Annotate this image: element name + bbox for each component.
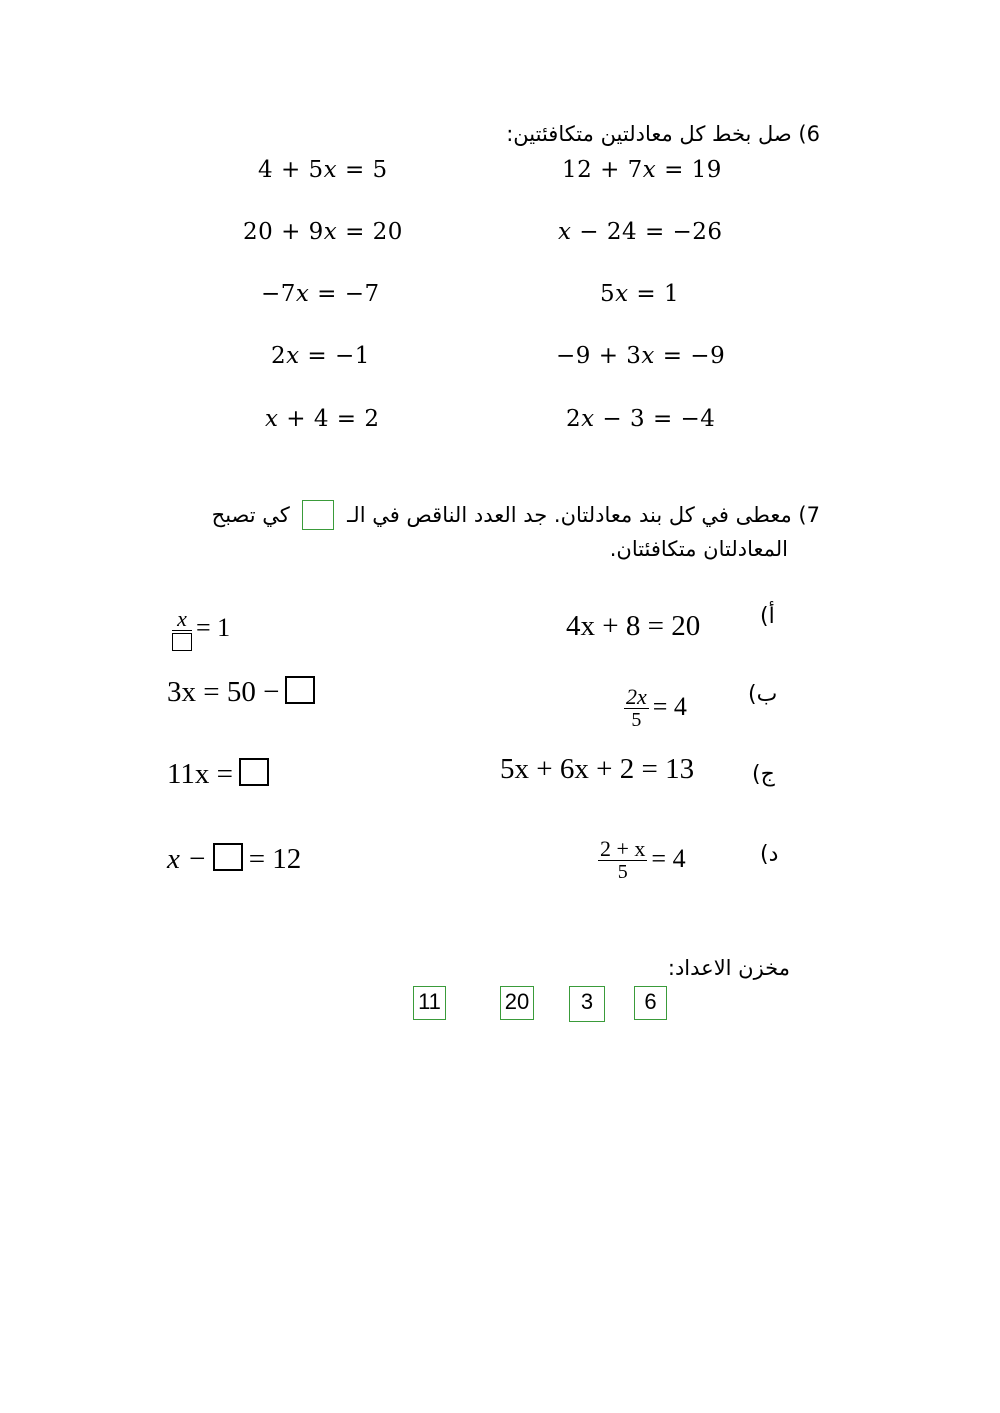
q7-item-a-fraction xyxy=(172,608,192,651)
q6-left-eq-5[interactable]: 𝑥 + 4 = 2 xyxy=(265,406,380,432)
q6-left-eq-4[interactable]: 2𝑥 = −1 xyxy=(271,343,370,369)
fraction-numerator: x xyxy=(177,606,187,631)
q6-right-eq-3[interactable]: 5𝑥 = 1 xyxy=(600,281,680,307)
q6-right-eq-5[interactable]: 2𝑥 − 3 = −4 xyxy=(566,406,716,432)
fraction-denominator: 5 xyxy=(631,709,642,731)
q7-item-a-left-eq: 4x + 8 = 20 xyxy=(566,610,701,642)
q7-instruction-part1: 7) معطى في كل بند معادلتان. جد العدد الناقص في الـ xyxy=(347,503,820,527)
q7-instruction-line2: المعادلتان متكافئتان. xyxy=(609,537,788,561)
answer-box-legend xyxy=(302,500,334,530)
q7-instruction xyxy=(212,500,820,530)
number-bank-title: مخزن الاعداد: xyxy=(667,956,790,980)
fraction-numerator: 2 + x xyxy=(600,836,646,861)
q7-item-c-right-pre: 11x = xyxy=(167,758,234,790)
answer-box-a[interactable] xyxy=(172,633,192,651)
bank-number-11[interactable]: 11 xyxy=(413,986,446,1020)
q6-right-eq-4[interactable]: −9 + 3𝑥 = −9 xyxy=(556,343,726,369)
q6-right-eq-1[interactable]: 12 + 7𝑥 = 19 xyxy=(562,157,722,183)
q6-right-eq-2[interactable]: 𝑥 − 24 = −26 xyxy=(558,219,723,245)
q7-item-d-right-post: = 12 xyxy=(248,843,302,875)
q7-item-c-right-eq xyxy=(167,758,269,791)
q6-left-eq-3[interactable]: −7𝑥 = −7 xyxy=(261,281,380,307)
q7-item-b-left-rest: = 4 xyxy=(652,692,687,722)
q6-title: 6) صل بخط كل معادلتين متكافئتين: xyxy=(506,122,820,146)
q7-item-b-right-eq xyxy=(167,676,315,709)
q7-item-d-label: د) xyxy=(760,842,779,867)
q7-item-b-label: ب) xyxy=(748,682,778,707)
q6-left-eq-1[interactable]: 4 + 5𝑥 = 5 xyxy=(258,157,388,183)
q7-item-d-right-eq xyxy=(167,843,301,876)
bank-number-3[interactable]: 3 xyxy=(569,986,605,1022)
q7-item-a-right-rest: = 1 xyxy=(196,613,231,643)
q7-item-b-fraction xyxy=(624,686,649,731)
bank-number-6[interactable]: 6 xyxy=(634,986,667,1020)
q7-item-b-left-eq xyxy=(624,686,687,731)
q7-instruction-part2: كي تصبح xyxy=(211,503,290,527)
q7-item-d-right-pre: x − xyxy=(167,843,207,875)
q7-item-d-left-eq xyxy=(598,838,686,883)
fraction-bar xyxy=(172,630,192,631)
q7-item-c-label: ج) xyxy=(752,762,775,787)
q7-item-a-right-eq xyxy=(172,608,230,651)
q7-item-d-fraction xyxy=(598,838,647,883)
fraction-numerator: 2x xyxy=(626,684,647,709)
q7-item-d-left-rest: = 4 xyxy=(651,844,686,874)
answer-box-b[interactable] xyxy=(285,676,315,704)
q6-left-eq-2[interactable]: 20 + 9𝑥 = 20 xyxy=(243,219,403,245)
q7-item-b-right-pre: 3x = 50 − xyxy=(167,676,280,708)
q7-item-a-label: أ) xyxy=(760,604,775,629)
answer-box-d[interactable] xyxy=(213,843,243,871)
answer-box-c[interactable] xyxy=(239,758,269,786)
q7-item-c-left-eq: 5x + 6x + 2 = 13 xyxy=(500,753,695,785)
bank-number-20[interactable]: 20 xyxy=(500,986,534,1020)
fraction-denominator: 5 xyxy=(617,861,628,883)
